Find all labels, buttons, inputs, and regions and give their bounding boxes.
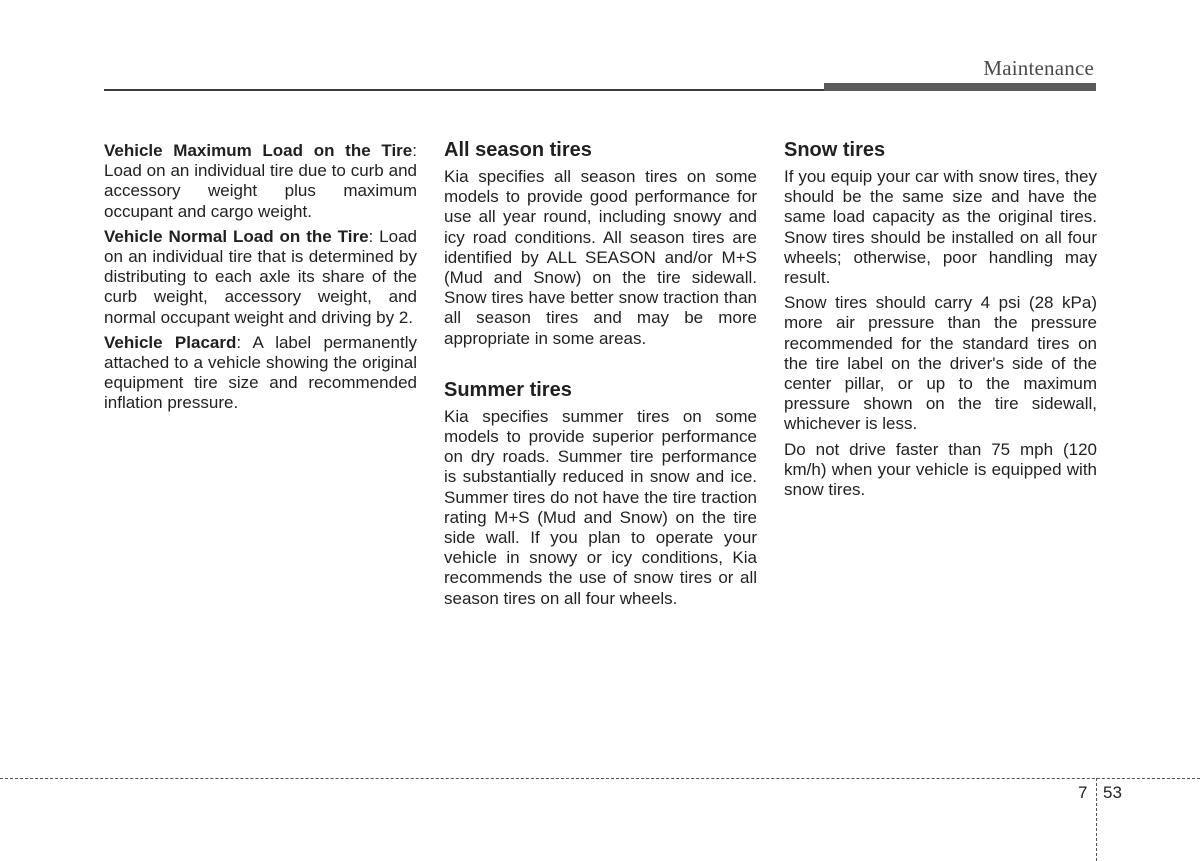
footer-dashed-divider: [1096, 778, 1097, 861]
column-snow-tires: [784, 139, 1097, 505]
header-rule: [104, 89, 824, 91]
section-title: Maintenance: [983, 56, 1094, 80]
column-definitions: [104, 141, 417, 419]
column-tire-types: [444, 139, 757, 614]
heading-summer-tires: Summer tires: [444, 378, 572, 401]
footer-dashed-rule: [0, 778, 1200, 779]
paragraph-snow-tires-pressure: Snow tires should carry 4 psi (28 kPa) more air pressure than the pressure recommended for the standard tires on the tire label on the driver's side of the center pillar, or up to the maximum pressure shown on the tire sidewall, whichever is less.: [784, 293, 1097, 434]
definition-normal-load: [104, 227, 417, 328]
text-placard: : A label permanently attached to a vehicle showing the original equipment tire size and recommended inflation pressure.: [104, 332, 417, 413]
term-placard: Vehicle Placard: [104, 332, 237, 352]
term-normal-load: Vehicle Normal Load on the Tire: [104, 226, 369, 246]
text-normal-load: : Load on an individual tire that is determined by distributing to each axle its share of the curb weight, accessory weight, and normal occupant weight and driving by 2.: [104, 226, 417, 327]
header-accent-bar: [824, 83, 1096, 91]
paragraph-snow-tires-size: If you equip your car with snow tires, they should be the same size and have the same load capacity as the original tires. Snow tires should be installed on all four wheels; otherwise, poor handling may result.: [784, 167, 1097, 288]
text-max-load: : Load on an individual tire due to curb and accessory weight plus maximum occupant and cargo weight.: [104, 141, 417, 221]
definition-max-load: [104, 141, 417, 222]
heading-snow-tires: Snow tires: [784, 139, 886, 161]
term-max-load: Vehicle Maximum Load on the Tire: [104, 141, 413, 160]
page-number: 53: [1103, 783, 1122, 802]
paragraph-all-season-tires: Kia specifies all season tires on some models to provide good performance for use all year round, including snowy and icy road conditions. All season tires are identified by ALL SEASON and/or M+S (Mud and Snow) on the tire sidewall. Snow tires have better snow traction than all season tires and may be more appropriate in some areas.: [444, 167, 757, 348]
chapter-number: 7: [1078, 783, 1088, 802]
paragraph-summer-tires: Kia specifies summer tires on some models to provide superior performance on dry roads. Summer tire performance is substantially reduced in snow and ice. Summer tires do not have the tire traction rating M+S (Mud and Snow) on the tire side wall. If you plan to operate your vehicle in snowy or icy conditions, Kia recommends the use of snow tires or all season tires on all four wheels.: [444, 406, 757, 608]
heading-all-season-tires: All season tires: [444, 139, 592, 161]
definition-placard: [104, 333, 417, 414]
paragraph-snow-tires-speed: Do not drive faster than 75 mph (120 km/h) when your vehicle is equipped with snow tires.: [784, 439, 1097, 500]
